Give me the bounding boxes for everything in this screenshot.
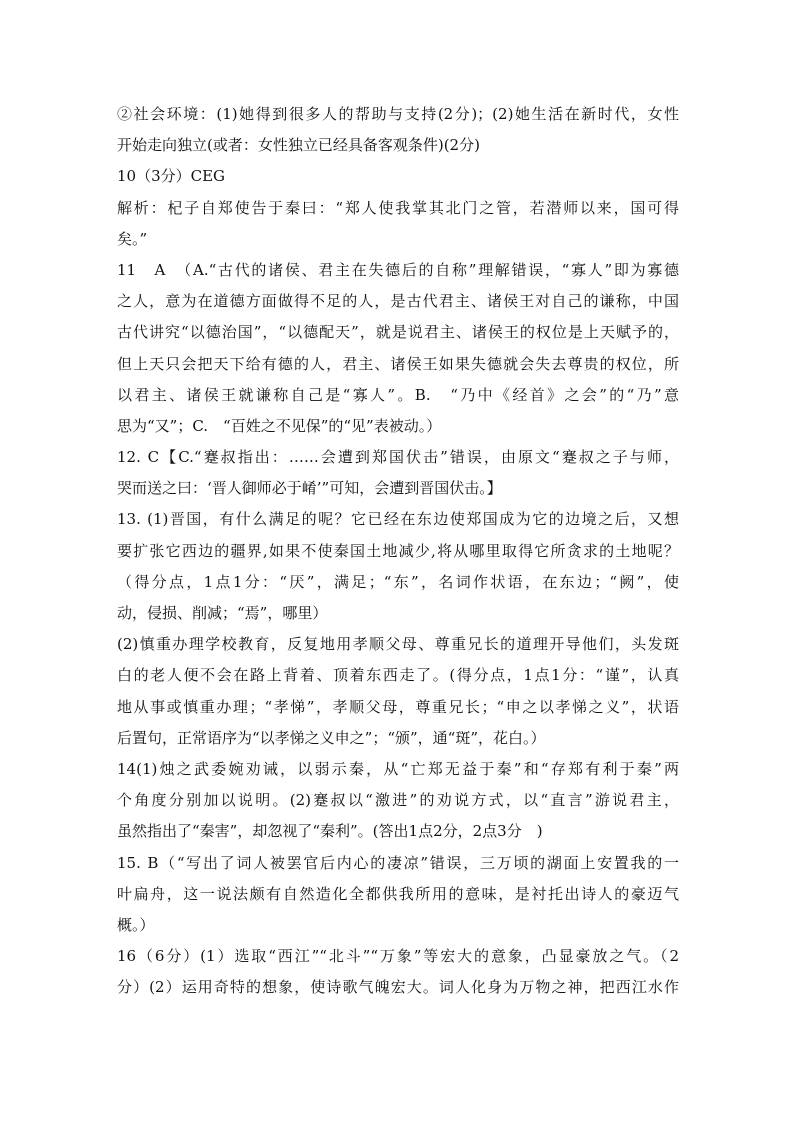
text-line: 虽然指出了“秦害”，却忽视了“秦利”。(答出1点2分，2点3分 ) — [117, 822, 543, 841]
text-line: 分）(2）运用奇特的想象，使诗歌气魄宏大。词人化身为万物之神，把西江水作 — [117, 978, 679, 997]
text-line: 地从事或慎重办理；“孝悌”，孝顺父母，尊重兄长；“申之以孝悌之义”，状语 — [117, 697, 679, 716]
text-line: 哭而送之曰：‘晋人御师必于崤’”可知，会遭到晋国伏击。】 — [117, 479, 502, 498]
text-line: 个角度分别加以说明。(2)蹇叔以“激进”的劝说方式，以“直言”游说君主， — [117, 791, 679, 810]
text-line: 11 A （A.“古代的诸侯、君主在失德后的自称”理解错误，“寡人”即为寡德 — [117, 260, 679, 279]
text-line: 14(1)烛之武委婉劝诫，以弱示秦，从“亡郑无益于秦”和“存郑有利于秦”两 — [117, 759, 679, 778]
text-line: 13. (1)晋国，有什么满足的呢？它已经在东边使郑国成为它的边境之后，又想 — [117, 510, 679, 529]
text-line: 开始走向独立(或者：女性独立已经具备客观条件)(2分) — [117, 136, 480, 155]
text-line: 要扩张它西边的疆界,如果不使秦国土地减少,将从哪里取得它所贪求的土地呢？ — [117, 541, 679, 560]
text-line: 动，侵损、削减；“焉”，哪里） — [117, 604, 328, 622]
text-line: 但上天只会把天下给有德的人，君主、诸侯王如果失德就会失去尊贵的权位，所 — [117, 354, 679, 373]
text-line: （得分点，1点1分：“厌”，满足；“东”，名词作状语，在东边；“阙”，使 — [117, 572, 679, 591]
text-line: 概。） — [117, 915, 155, 934]
text-line: 15. B（“写出了词人被罢官后内心的凄凉”错误，三万顷的湖面上安置我的一 — [117, 853, 679, 872]
text-line: 后置句，正常语序为“以孝悌之义申之”；“颁”，通“斑”，花白。） — [117, 728, 546, 747]
text-line: 古代讲究“以德治国”，“以德配天”，就是说君主、诸侯王的权位是上天赋予的， — [117, 323, 679, 342]
text-line: 矣。” — [117, 229, 148, 248]
answer-text-block — [117, 99, 679, 1003]
text-line: 10（3分）CEG — [117, 167, 226, 186]
text-line: 解析：杞子自郑使告于秦曰：“郑人使我掌其北门之管，若潜师以来，国可得 — [117, 198, 679, 217]
text-line: 思为“又”；C. “百姓之不见保”的“见”表被动。） — [117, 416, 442, 435]
text-line: 叶扁舟，这一说法颇有自然造化全都供我所用的意味，是衬托出诗人的豪迈气 — [117, 884, 679, 903]
text-line: 之人，意为在道德方面做得不足的人，是古代君主、诸侯王对自己的谦称，中国 — [117, 292, 679, 311]
text-line: 以君主、诸侯王就谦称自己是“寡人”。B. “乃中《经首》之会”的“乃”意 — [117, 385, 679, 404]
text-line: 白的老人便不会在路上背着、顶着东西走了。(得分点，1点1分：“谨”，认真 — [117, 666, 679, 685]
text-line: (2)慎重办理学校教育，反复地用孝顺父母、尊重兄长的道理开导他们，头发斑 — [117, 635, 679, 654]
text-line: 16（6分）(1）选取“西江”“北斗”“万象”等宏大的意象，凸显豪放之气。（2 — [117, 947, 679, 966]
text-line: ②社会环境：(1)她得到很多人的帮助与支持(2分)；(2)她生活在新时代，女性 — [117, 105, 679, 123]
text-line: 12. C【C.“蹇叔指出：……会遭到郑国伏击”错误，由原文“蹇叔之子与师， — [117, 448, 679, 467]
